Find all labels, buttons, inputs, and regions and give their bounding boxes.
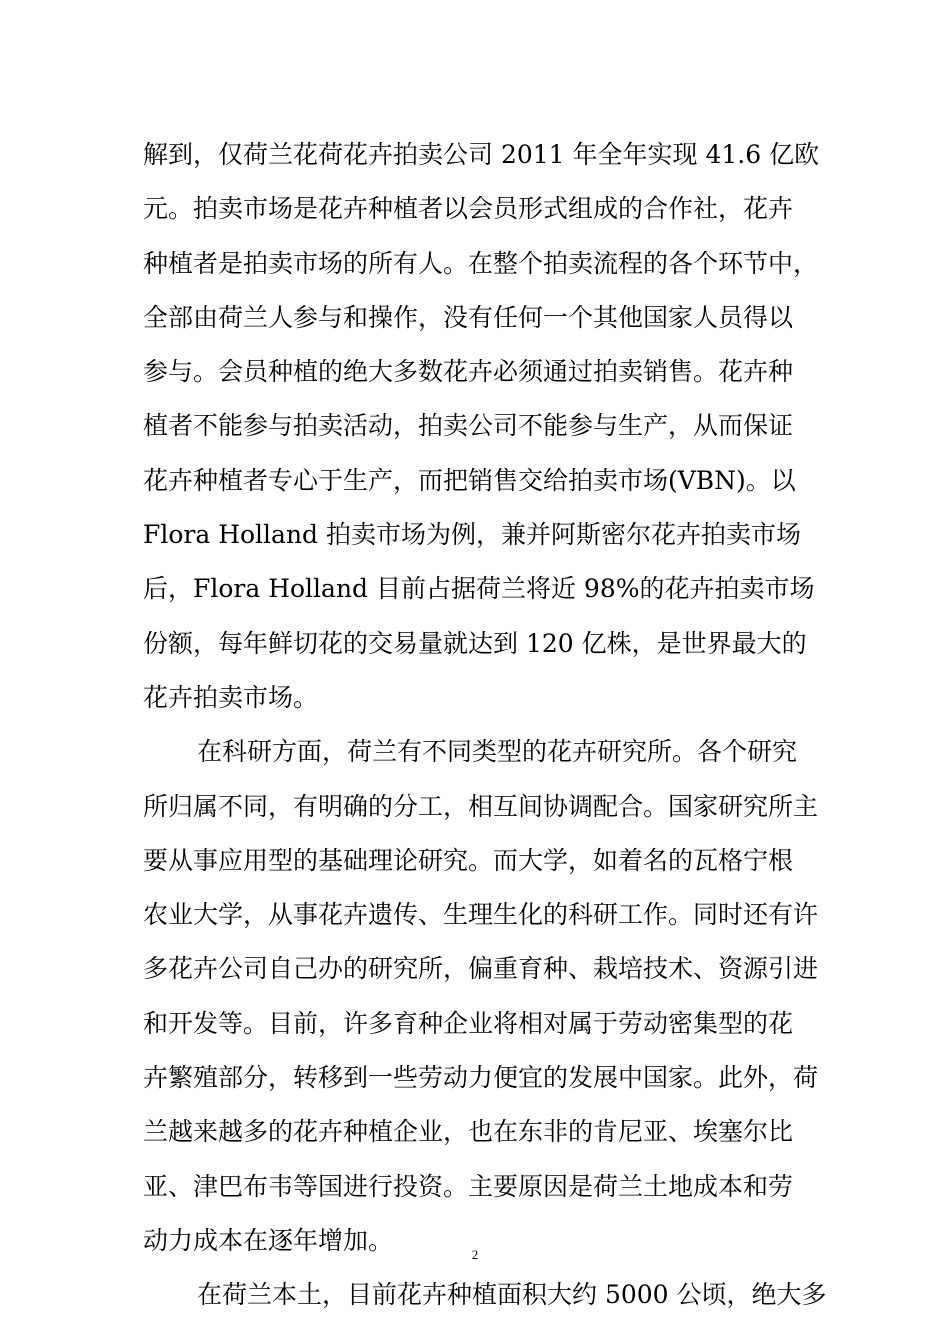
text-line: 解到，仅荷兰花荷花卉拍卖公司 2011 年全年实现 41.6 亿欧 <box>143 140 820 169</box>
text-line: 花卉拍卖市场。 <box>143 682 319 712</box>
body-text <box>143 128 827 1323</box>
text-line: 农业大学，从事花卉遗传、生理生化的科研工作。同时还有许 <box>143 900 819 930</box>
text-line: 植者不能参与拍卖活动，拍卖公司不能参与生产，从而保证 <box>143 411 794 441</box>
text-line: 份额，每年鲜切花的交易量就达到 120 亿株，是世界最大的 <box>143 628 807 658</box>
text-line: 多花卉公司自己办的研究所，偏重育种、栽培技术、资源引进 <box>143 954 819 984</box>
text-line: 全部由荷兰人参与和操作，没有任何一个其他国家人员得以 <box>143 302 794 332</box>
text-line: 参与。会员种植的绝大多数花卉必须通过拍卖销售。花卉种 <box>143 357 794 387</box>
text-line: 卉繁殖部分，转移到一些劳动力便宜的发展中国家。此外，荷 <box>143 1063 819 1093</box>
text-line: 花卉种植者专心于生产，而把销售交给拍卖市场(VBN)。以 <box>143 465 796 495</box>
text-line: 后，Flora Holland 目前占据荷兰将近 98%的花卉拍卖市场 <box>143 574 815 604</box>
text-line: 元。拍卖市场是花卉种植者以会员形式组成的合作社，花卉 <box>143 194 794 224</box>
text-line: 兰越来越多的花卉种植企业，也在东非的肯尼亚、埃塞尔比 <box>143 1117 794 1147</box>
text-line: Flora Holland 拍卖市场为例，兼并阿斯密尔花卉拍卖市场 <box>143 520 801 550</box>
text-line: 要从事应用型的基础理论研究。而大学，如着名的瓦格宁根 <box>143 845 794 875</box>
text-line: 所归属不同，有明确的分工，相互间协调配合。国家研究所主 <box>143 791 819 821</box>
text-line: 和开发等。目前，许多育种企业将相对属于劳动密集型的花 <box>143 1008 794 1038</box>
text-line: 种植者是拍卖市场的所有人。在整个拍卖流程的各个环节中， <box>143 248 819 278</box>
text-line: 亚、津巴布韦等国进行投资。主要原因是荷兰土地成本和劳 <box>143 1171 794 1201</box>
text-line: 动力成本在逐年增加。 <box>143 1225 394 1255</box>
paragraph-start-line: 在荷兰本土，目前花卉种植面积大约 5000 公顷，绝大多 <box>197 1280 827 1310</box>
page-number: 2 <box>471 1247 479 1262</box>
paragraph-start-line: 在科研方面，荷兰有不同类型的花卉研究所。各个研究 <box>197 737 798 767</box>
